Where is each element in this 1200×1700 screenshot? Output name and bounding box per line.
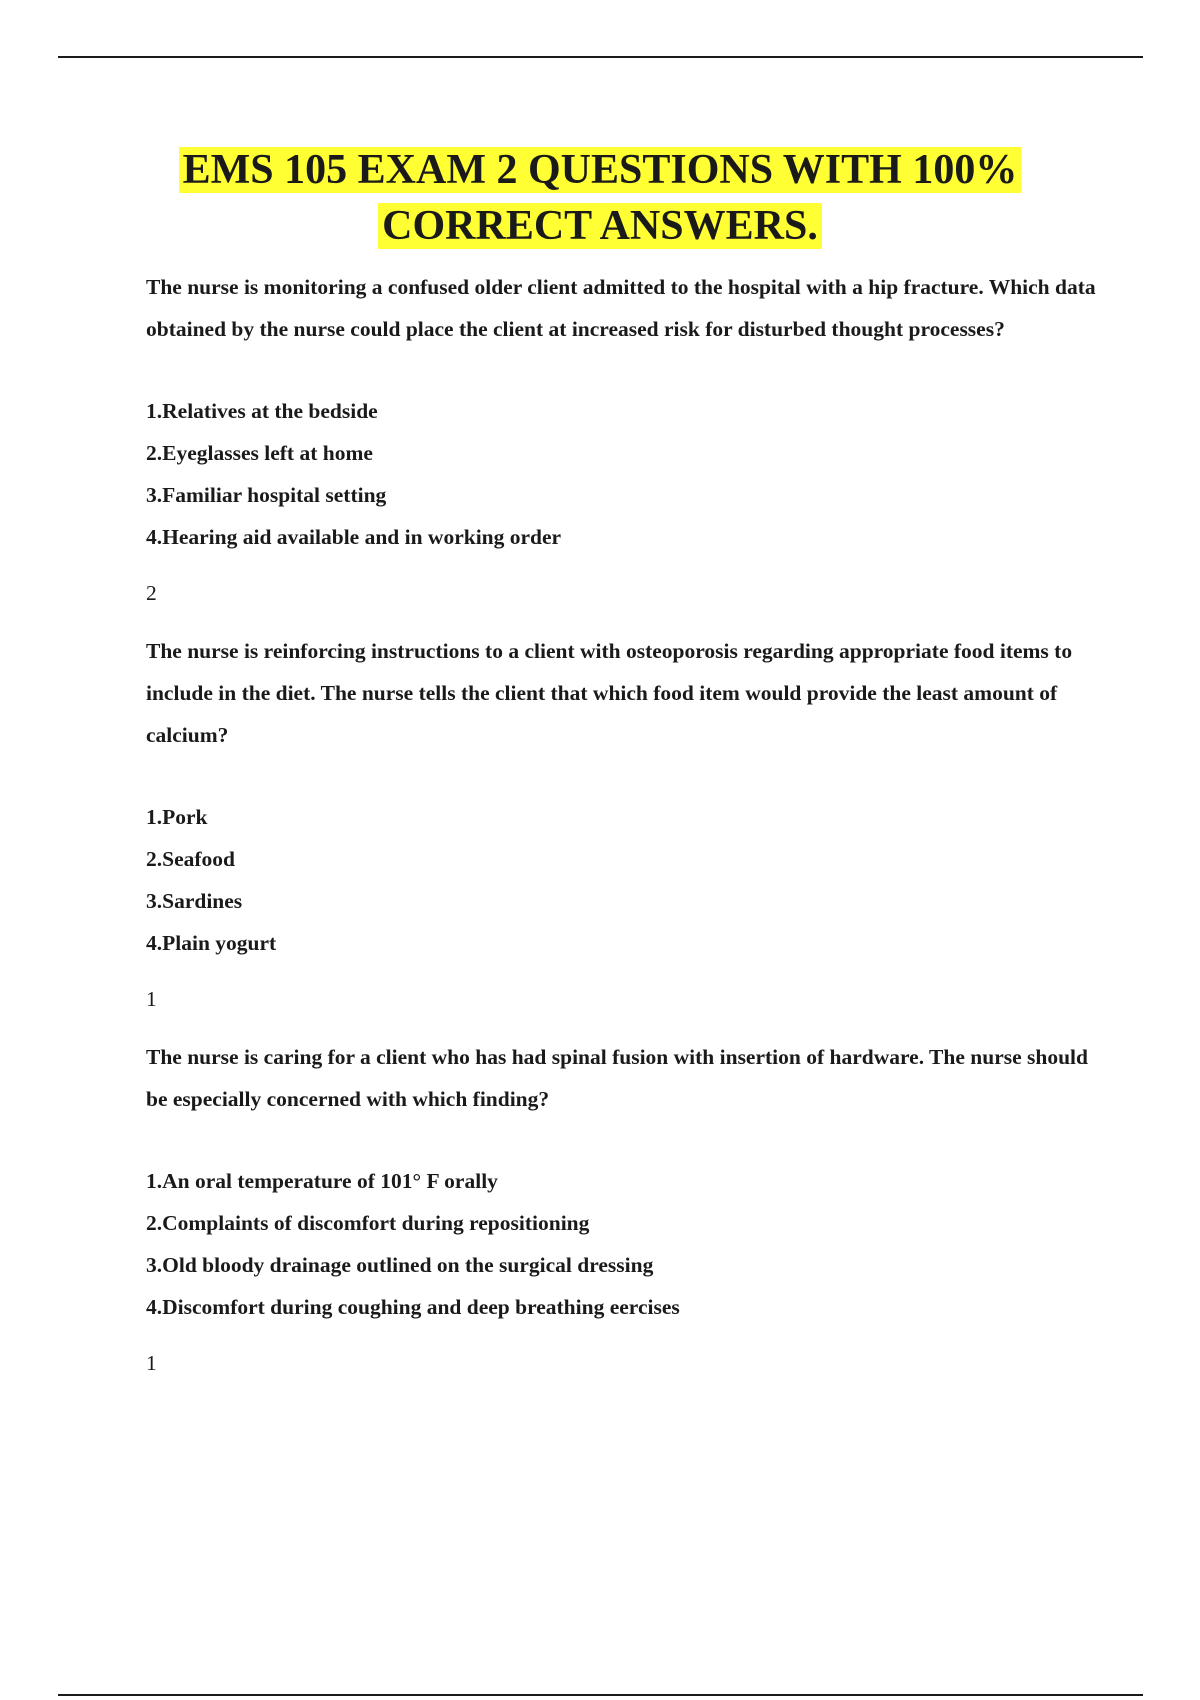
option-item: 2.Complaints of discomfort during repositioning (146, 1211, 590, 1235)
option-list (146, 390, 1106, 558)
document-title (100, 142, 1100, 254)
question-text: The nurse is monitoring a confused older client admitted to the hospital with a hip fracture. Which data obtained by the nurse could place the client at increased risk for disturbed thought processes? (146, 275, 1096, 341)
question-text: The nurse is reinforcing instructions to a client with osteoporosis regarding appropriate food items to include in the diet. The nurse tells the client that which food item would provide the least amount of calcium? (146, 639, 1073, 747)
option-item: 4.Discomfort during coughing and deep breathing eercises (146, 1295, 680, 1319)
question-text: The nurse is caring for a client who has had spinal fusion with insertion of hardware. The nurse should be especially concerned with which finding? (146, 1045, 1088, 1111)
option-item: 2.Eyeglasses left at home (146, 441, 373, 465)
option-item: 4.Plain yogurt (146, 931, 277, 955)
option-item: 3.Sardines (146, 889, 243, 913)
option-list (146, 796, 1106, 964)
option-item: 4.Hearing aid available and in working order (146, 525, 562, 549)
bottom-rule (58, 1694, 1143, 1696)
question-block-2 (146, 630, 1106, 1020)
answer-text: 1 (146, 987, 157, 1011)
option-list (146, 1160, 1106, 1328)
title-line-1: EMS 105 EXAM 2 QUESTIONS WITH 100% (179, 147, 1022, 193)
answer-text: 2 (146, 581, 157, 605)
question-block-3 (146, 1036, 1106, 1384)
question-block-1 (146, 266, 1106, 614)
title-line-2: CORRECT ANSWERS. (378, 203, 822, 249)
option-item: 1.Relatives at the bedside (146, 399, 378, 423)
option-item: 3.Familiar hospital setting (146, 483, 387, 507)
top-rule (58, 56, 1143, 58)
option-item: 2.Seafood (146, 847, 235, 871)
option-item: 1.An oral temperature of 101° F orally (146, 1169, 498, 1193)
option-item: 3.Old bloody drainage outlined on the surgical dressing (146, 1253, 654, 1277)
document-body (146, 266, 1106, 1400)
answer-text: 1 (146, 1351, 157, 1375)
option-item: 1.Pork (146, 805, 208, 829)
